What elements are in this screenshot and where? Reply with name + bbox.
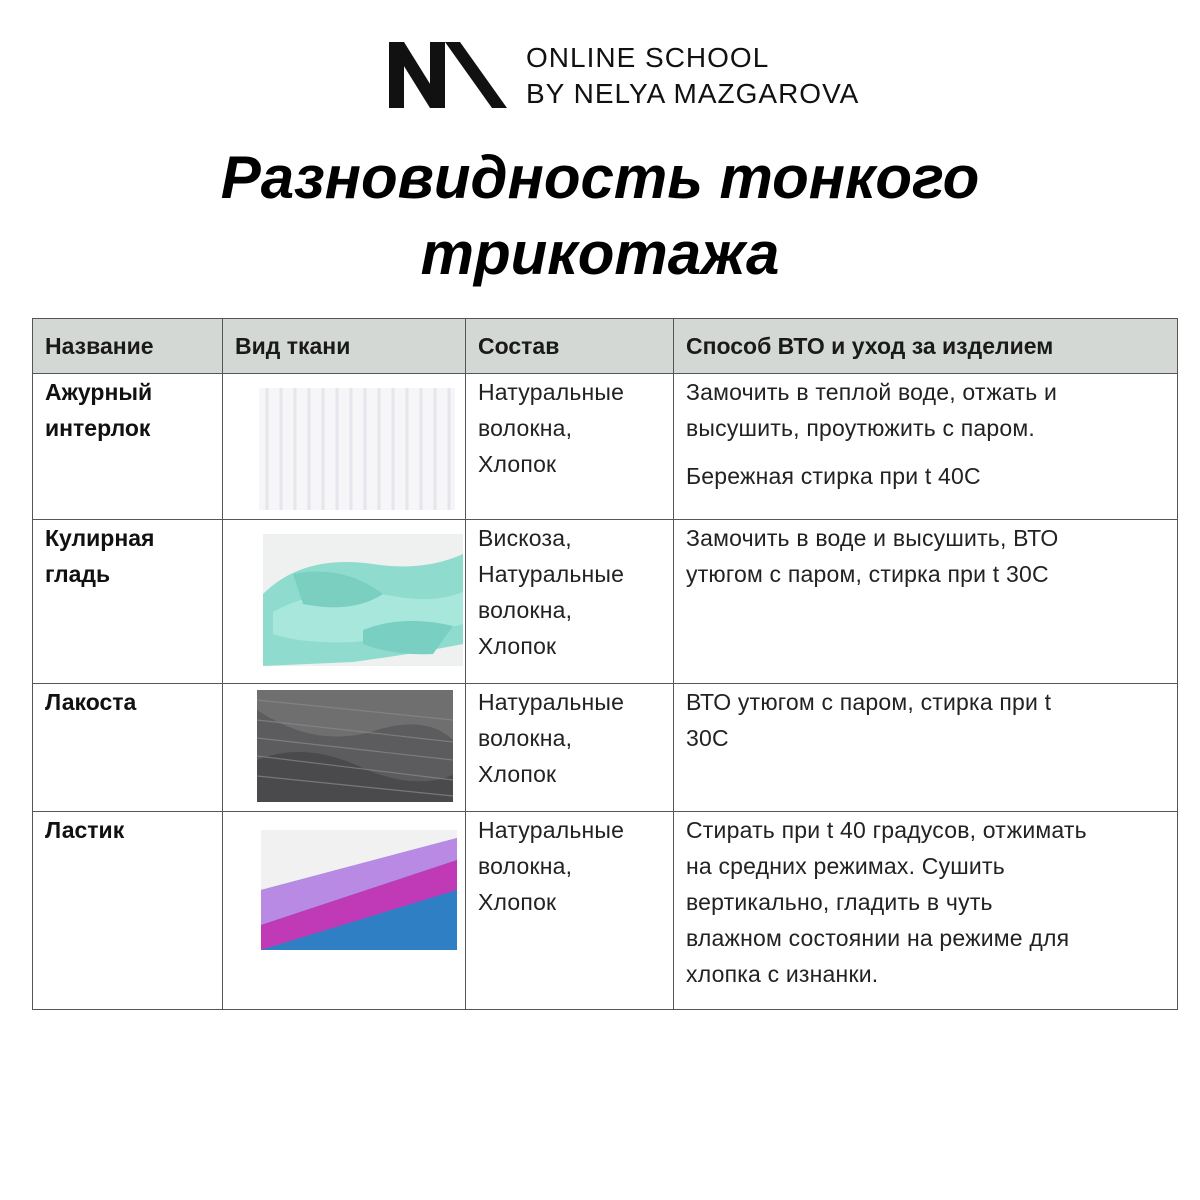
care-line: Стирать при t 40 градусов, отжимать	[686, 817, 1087, 843]
column-header-fabric: Вид ткани	[223, 319, 466, 374]
composition-line: Хлопок	[478, 889, 557, 915]
fabric-name	[33, 812, 223, 1010]
fabric-composition	[466, 684, 674, 812]
fabric-name	[33, 520, 223, 684]
title-line-1: Разновидность тонкого	[220, 144, 980, 211]
composition-line: волокна,	[478, 597, 573, 623]
composition-line: волокна,	[478, 725, 573, 751]
brand-line-2: BY NELYA MAZGAROVA	[526, 78, 860, 109]
fabric-name-line: Ластик	[45, 817, 125, 843]
header	[0, 38, 1200, 118]
composition-line: Вискоза,	[478, 525, 572, 551]
care-line: хлопка с изнанки.	[686, 961, 879, 987]
fabric-image-cell	[223, 684, 466, 812]
composition-line: Натуральные	[478, 379, 625, 405]
nm-logo-icon	[389, 42, 511, 108]
white-knit-fabric-image	[259, 388, 455, 510]
fabric-care	[674, 520, 1178, 684]
care-line: Замочить в воде и высушить, ВТО	[686, 525, 1059, 551]
care-line: влажном состоянии на режиме для	[686, 925, 1070, 951]
brand-name	[526, 40, 859, 112]
fabric-name-line: Кулирная	[45, 525, 155, 551]
fabric-name-line: Ажурный	[45, 379, 153, 405]
composition-line: Хлопок	[478, 451, 557, 477]
composition-line: Натуральные	[478, 817, 625, 843]
care-line: Замочить в теплой воде, отжать и	[686, 379, 1058, 405]
page-title	[0, 140, 1200, 292]
table-row	[33, 812, 1178, 1010]
composition-line: Натуральные	[478, 561, 625, 587]
fabric-care	[674, 374, 1178, 520]
brand-line-1: ONLINE SCHOOL	[526, 42, 770, 73]
care-line: ВТО утюгом с паром, стирка при t	[686, 689, 1052, 715]
fabric-composition	[466, 520, 674, 684]
table-row	[33, 520, 1178, 684]
care-line: вертикально, гладить в чуть	[686, 889, 993, 915]
care-line: 30С	[686, 725, 729, 751]
composition-line: Хлопок	[478, 761, 557, 787]
fabric-name	[33, 374, 223, 520]
composition-line: волокна,	[478, 853, 573, 879]
fabric-composition	[466, 812, 674, 1010]
table-row	[33, 684, 1178, 812]
fabric-care	[674, 684, 1178, 812]
fabric-name	[33, 684, 223, 812]
care-line: на средних режимах. Сушить	[686, 853, 1005, 879]
composition-line: Хлопок	[478, 633, 557, 659]
fabric-name-line: Лакоста	[45, 689, 137, 715]
gray-pique-fabric-image	[257, 690, 453, 802]
fabric-name-line: гладь	[45, 561, 111, 587]
column-header-composition: Состав	[466, 319, 674, 374]
fabric-image-cell	[223, 374, 466, 520]
title-line-2: трикотажа	[420, 220, 780, 287]
purple-blue-rib-fabric-image	[261, 830, 457, 950]
table-header-row	[33, 319, 1178, 374]
composition-line: Натуральные	[478, 689, 625, 715]
care-line: высушить, проутюжить с паром.	[686, 415, 1036, 441]
fabric-image-cell	[223, 520, 466, 684]
fabric-composition	[466, 374, 674, 520]
care-line: утюгом с паром, стирка при t 30С	[686, 561, 1049, 587]
fabric-table	[32, 318, 1178, 1010]
column-header-name: Название	[33, 319, 223, 374]
fabric-care	[674, 812, 1178, 1010]
table-row	[33, 374, 1178, 520]
mint-knit-fabric-image	[263, 534, 463, 666]
fabric-image-cell	[223, 812, 466, 1010]
fabric-name-line: интерлок	[45, 415, 151, 441]
composition-line: волокна,	[478, 415, 573, 441]
care-note: Бережная стирка при t 40С	[686, 463, 981, 489]
column-header-care: Способ ВТО и уход за изделием	[674, 319, 1178, 374]
